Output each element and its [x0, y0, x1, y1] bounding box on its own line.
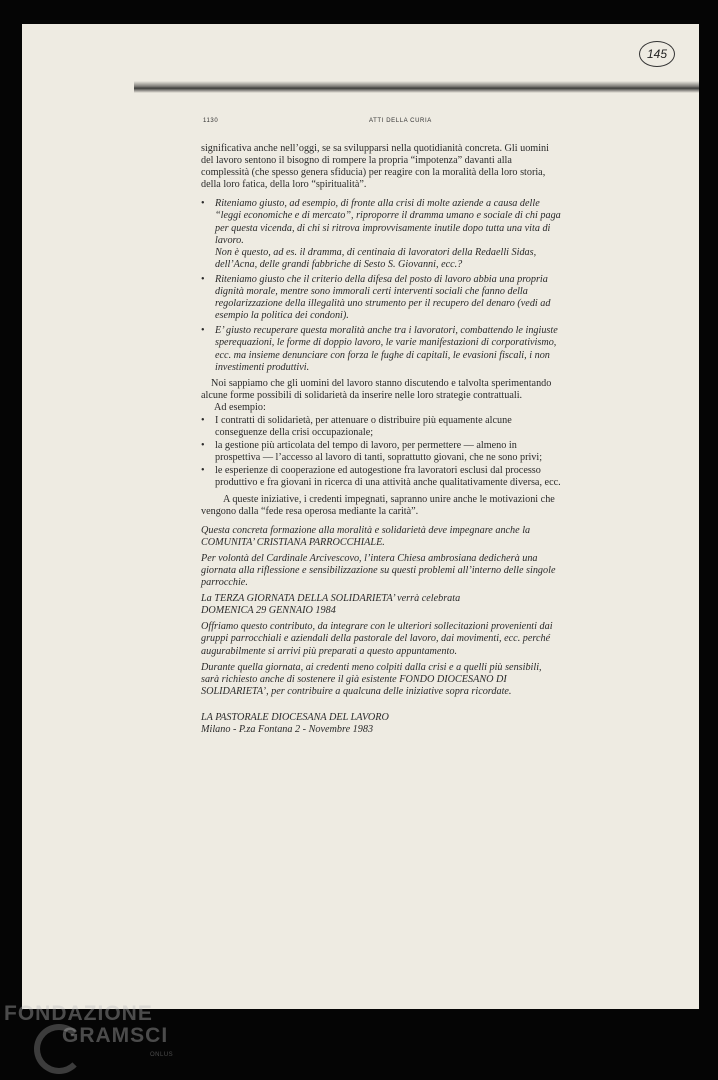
archive-page-number: 145	[639, 41, 675, 67]
list-item: • Riteniamo giusto che il criterio della difesa del posto di lavoro abbia una propria dignità morale, mentre sono immorali certi interventi sociali che fanno della regolarizzazione della illegalità uno strumento per il recupero del denaro (vedi ad esempio la politica dei condoni).	[201, 274, 561, 322]
list-item: • I contratti di solidarietà, per attenuare o distribuire più equamente alcune conseguenze della crisi occupazionale;	[201, 415, 561, 439]
document-body	[201, 143, 561, 736]
event-date: DOMENICA 29 GENNAIO 1984	[201, 605, 336, 617]
example-label: Ad esempio:	[214, 401, 266, 413]
running-title: ATTI DELLA CURIA	[369, 118, 432, 124]
folio-number: 1130	[203, 118, 219, 124]
signature-place-date: Milano - P.za Fontana 2 - Novembre 1983	[201, 724, 374, 736]
italic-paragraph: Per volontà del Cardinale Arcivescovo, l’intera Chiesa ambrosiana dedicherà una giornata alla riflessione e sensibilizzazione su questi problemi all’interno delle singole parrocchie.	[201, 552, 556, 589]
italic-paragraph: La TERZA GIORNATA DELLA SOLIDARIETA’ verrà celebrata	[201, 593, 461, 605]
list-item: • E’ giusto recuperare questa moralità anche tra i lavoratori, combattendo le ingiuste sperequazioni, le forme di doppio lavoro, le varie manifestazioni di corporativismo, ecc. ma insieme denunciare con forza le fughe di capitali, le evasioni fiscali, i non investimenti produttivi.	[201, 325, 561, 373]
list-item: • le esperienze di cooperazione ed autogestione fra lavoratori esclusi dal processo produttivo e fra giovani in ricerca di una attività anche qualitativamente diversa, ecc.	[201, 465, 561, 489]
list-item: • la gestione più articolata del tempo di lavoro, per permettere — almeno in prospettiva — l’accesso al lavoro di tanti, soprattutto giovani, che ne sono privi;	[201, 440, 561, 464]
list-item-continuation: Non è questo, ad es. il dramma, di centinaia di lavoratori della Redaelli Sidas, dell’Acna, delle grandi fabbriche di Sesto S. Giovanni, ecc.?	[215, 246, 537, 270]
italic-paragraph: Durante quella giornata, ai credenti meno colpiti dalla crisi e a quelli più sensibili, sarà richiesto anche di sostenere il già esistente FONDO DIOCESANO DI SOLIDARIETA’, per contribuire a qualcuna delle iniziative sopra ricordate.	[201, 661, 542, 697]
second-bullet-list	[201, 415, 561, 490]
list-item: • Riteniamo giusto, ad esempio, di fronte alla crisi di molte aziende a causa delle “leggi economiche e di mercato”, riproporre il dramma umano e sociale di chi paga per questa vicenda, di chi si ritrova improvvisamente inutile dopo tutta una vita di lavoro. Non è questo, ad es. il dramma, di centinaia di lavoratori della Redaelli Sidas, dell’Acna, delle grandi fabbriche di Sesto S. Giovanni, ecc.?	[201, 198, 561, 271]
first-bullet-list	[201, 198, 561, 373]
watermark-logo: FONDAZIONE GRAMSCI ONLUS	[4, 1000, 204, 1075]
italic-paragraph: Offriamo questo contributo, da integrare con le ulteriori sollecitazioni provenienti dai gruppi parrocchiali e aziendali della pastorale del lavoro, dai movimenti, ecc. perché augurabilmente si arrivi più preparati a questo appuntamento.	[201, 621, 553, 657]
paragraph: A queste iniziative, i credenti impegnati, sapranno unire anche le motivazioni che vengono dalla “fede resa operosa mediante la carità”.	[201, 493, 555, 517]
signature-line: LA PASTORALE DIOCESANA DEL LAVORO	[201, 711, 389, 723]
scan-shadow-band	[134, 81, 699, 93]
italic-paragraph: Questa concreta formazione alla moralità e solidarietà deve impegnare anche la COMUNITA’ CRISTIANA PARROCCHIALE.	[201, 524, 531, 548]
paragraph: Noi sappiamo che gli uomini del lavoro stanno discutendo e talvolta sperimentando alcune forme possibili di solidarietà da inserire nelle loro strategie contrattuali.	[201, 377, 552, 401]
intro-paragraph: significativa anche nell’oggi, se sa svilupparsi nella quotidianità concreta. Gli uomini del lavoro sentono il bisogno di rompere la propria “impotenza” davanti alla complessità (che spesso genera sfiducia) per reagire con la moralità della loro storia, della loro fatica, della loro “spiritualità”.	[201, 143, 549, 191]
